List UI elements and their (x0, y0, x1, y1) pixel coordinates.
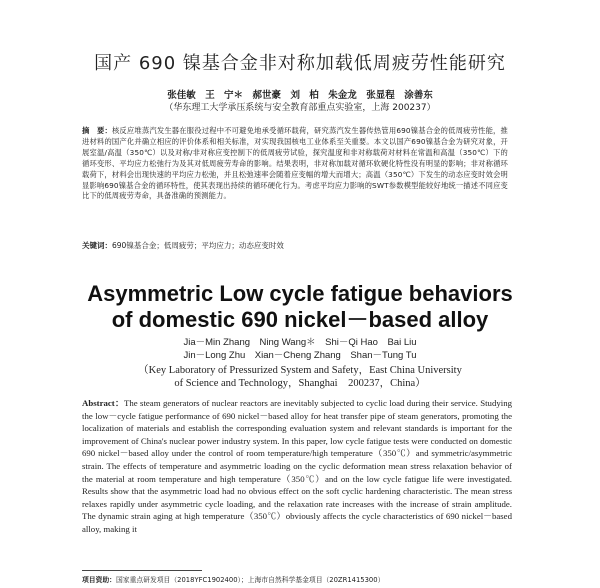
english-affiliation-line2: of Science and Technology，Shanghai 200237，China） (174, 378, 426, 389)
chinese-abstract-label: 摘 要： (82, 126, 112, 135)
english-authors-line2: Jin－Long Zhu Xian－Cheng Zhang Shan－Tung Tu (183, 350, 417, 361)
english-authors (0, 336, 600, 362)
english-title (0, 281, 600, 333)
english-abstract (82, 397, 512, 536)
footnote-divider (82, 570, 202, 571)
english-authors-line1: Jia－Min Zhang Ning Wang＊ Shi－Qi Hao Bai Liu (183, 337, 417, 348)
funding-footnote (82, 574, 512, 584)
english-abstract-text: The steam generators of nuclear reactors are inevitably subjected to cyclic load during their service. Studying the low－cycle fatigue performance of 690 nickel－based alloy for heat transfer pipe of steam generators, promoting the localization of materials and establish the corresponding evaluation system and relevant standards is important for the improvement of China's nuclear power industry system. In this paper, low cycle fatigue tests were conducted on domestic 690 nickel－based alloy under the control of room temperature/high temperature（350℃）and symmetric/asymmetric strain. The effects of temperature and asymmetric loading on the cyclic deformation mean stress relaxation behavior of the material at room temperature and high temperature（350℃）and on the low cycle fatigue life were investigated. Results show that the asymmetric load had no obvious effect on the soft cyclic hardening characteristic. The mean stress relaxes rapidly under asymmetric cycle loading, and the relaxation rate increases with the increase of strain amplitude. The dynamic strain aging at high temperature（350℃）obviously affects the cycle characteristics of 690 nickel－based alloy, making it (82, 398, 512, 534)
english-affiliation (0, 364, 600, 390)
chinese-abstract (82, 126, 508, 202)
funding-footnote-label: 项目资助： (82, 576, 116, 584)
chinese-authors: 张佳敏 王 宁＊ 郝世豪 刘 柏 朱金龙 张显程 涂善东 (167, 90, 433, 101)
chinese-keywords-label: 关键词： (82, 241, 112, 250)
chinese-abstract-text: 核反应堆蒸汽发生器在服役过程中不可避免地承受循环载荷，研究蒸汽发生器传热管用690镍基合金的低周疲劳性能，推进材料的国产化并确立相应的评价体系和相关标准，对实现我国核电工业体系至关重要。本文以国产690镍基合金为研究对象，开展室温/高温（350℃）以及对称/非对称应变控制下的低周疲劳试验，探究温度和非对称载荷对材料在常温和高温（350℃）下的循环变形、平均应力松弛行为及其对低周疲劳寿命的影响。结果表明，非对称加载对循环软硬化特性没有明显的影响；非对称循环载荷下，材料会出现快速的平均应力松弛，并且松弛速率会随着应变幅的增大而增大；高温（350℃）下发生的动态应变时效会明显影响690镍基合金的循环特性，使其表现出持续的循环硬化行为。考虑平均应力影响的SWT参数模型能较好地统一描述不同应变比下的低周疲劳寿命，具备准确的预测能力。 (82, 126, 508, 201)
english-affiliation-line1: （Key Laboratory of Pressurized System and Safety，East China University (138, 365, 462, 376)
english-abstract-label: Abstract： (82, 398, 124, 408)
chinese-affiliation: （华东理工大学承压系统与安全教育部重点实验室，上海 200237） (164, 103, 436, 113)
english-title-line2: of domestic 690 nickel－based alloy (111, 307, 489, 332)
chinese-title: 国产 690 镍基合金非对称加载低周疲劳性能研究 (94, 53, 506, 74)
english-title-line1: Asymmetric Low cycle fatigue behaviors (87, 281, 513, 306)
chinese-keywords (82, 240, 508, 251)
funding-footnote-text: 国家重点研发项目（2018YFC1902400）；上海市自然科学基金项目（20ZR1415300） (115, 576, 385, 584)
chinese-keywords-text: 690镍基合金；低周疲劳；平均应力；动态应变时效 (112, 241, 284, 250)
